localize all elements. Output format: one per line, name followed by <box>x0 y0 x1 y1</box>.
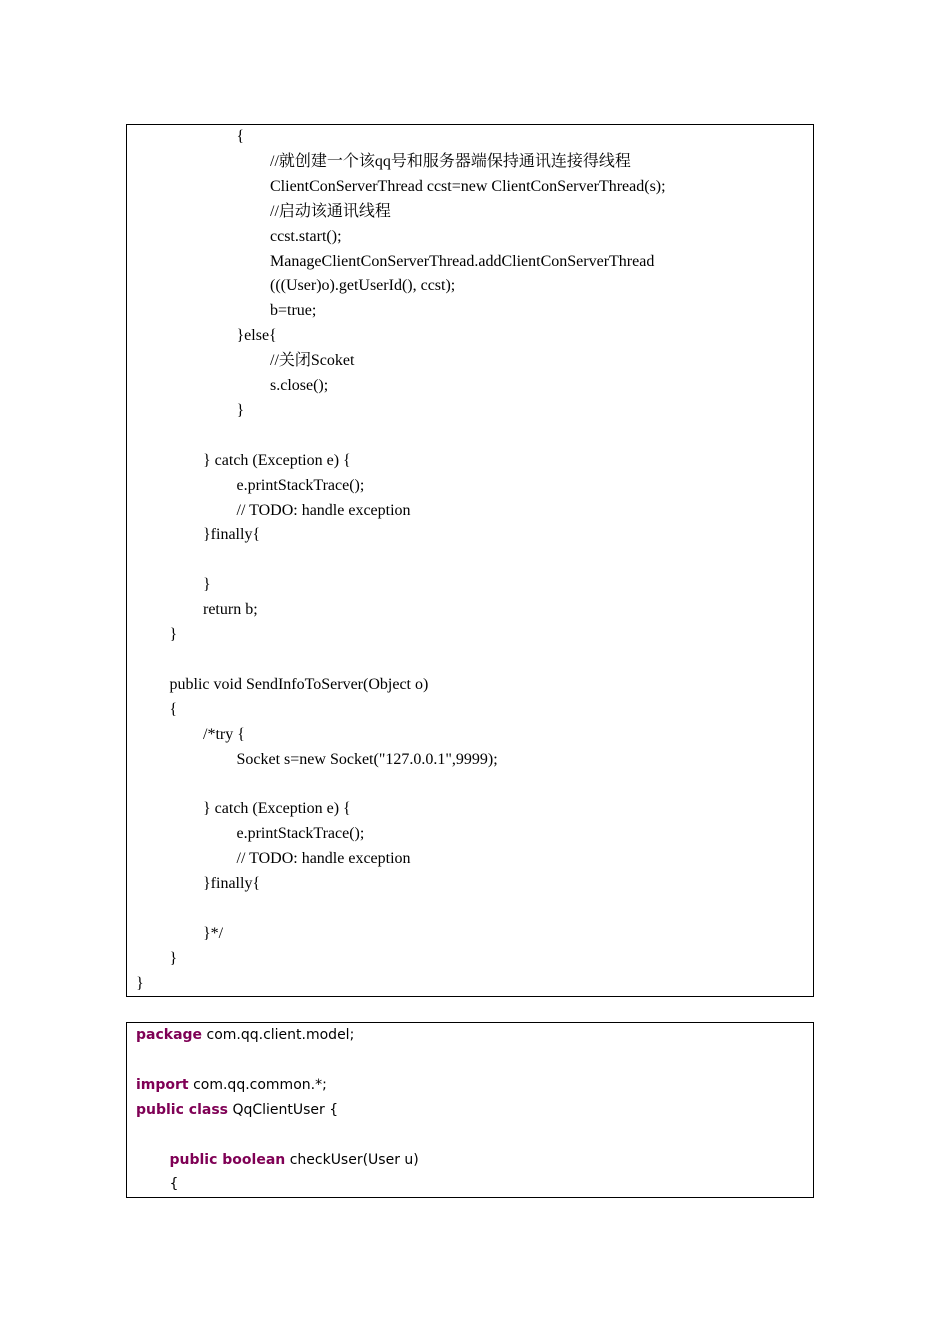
code-line: }finally{ <box>203 875 261 892</box>
code-line: } <box>169 949 178 967</box>
code-keyword: import <box>136 1076 189 1093</box>
code-line: e.printStackTrace(); <box>236 825 365 843</box>
code-line: { <box>236 128 245 145</box>
code-line: return b; <box>203 601 258 619</box>
code-line: //启动该通讯线程 <box>270 202 391 220</box>
code-line: /*try { <box>203 725 245 743</box>
code-text: com.qq.client.model; <box>202 1027 355 1043</box>
code-line: ManageClientConServerThread.addClientConServerThread <box>270 252 655 270</box>
code-text: checkUser(User u) <box>285 1151 419 1168</box>
code-text: QqClientUser { <box>228 1101 339 1118</box>
code-keyword: public boolean <box>169 1151 286 1168</box>
code-line: //关闭Scoket <box>270 352 355 370</box>
code-line: } <box>169 626 178 643</box>
code-block-1 <box>126 124 814 997</box>
code-line: } <box>203 576 211 594</box>
code-keyword: public class <box>136 1101 228 1118</box>
code-block-2 <box>126 1022 814 1198</box>
code-line: s.close(); <box>270 377 329 394</box>
code-line: ccst.start(); <box>270 227 342 245</box>
code-line: Socket s=new Socket("127.0.0.1",9999); <box>236 750 498 768</box>
code-keyword: package <box>136 1027 203 1043</box>
code-line: public void SendInfoToServer(Object o) <box>169 675 429 693</box>
code-line: //就创建一个该qq号和服务器端保持通讯连接得线程 <box>270 152 631 170</box>
code-line: (((User)o).getUserId(), ccst); <box>270 277 456 295</box>
code-line: // TODO: handle exception <box>236 501 411 519</box>
code-text: com.qq.common.*; <box>188 1076 327 1093</box>
code-line <box>170 1148 419 1173</box>
code-line <box>136 1023 354 1048</box>
code-line: b=true; <box>270 302 317 320</box>
code-line: }finally{ <box>203 526 261 544</box>
code-line <box>136 1098 338 1123</box>
code-line: } <box>136 974 144 992</box>
code-line: e.printStackTrace(); <box>236 476 365 494</box>
code-line <box>136 1073 327 1098</box>
code-line: ClientConServerThread ccst=new ClientConServerThread(s); <box>270 177 666 195</box>
code-line: // TODO: handle exception <box>236 850 411 868</box>
code-line <box>170 1172 179 1197</box>
code-line: } <box>236 401 245 419</box>
code-line: } catch (Exception e) { <box>203 451 351 469</box>
code-text: { <box>169 1176 179 1193</box>
code-line: }else{ <box>236 327 277 345</box>
code-line: { <box>169 700 178 718</box>
code-line: } catch (Exception e) { <box>203 800 351 818</box>
code-line: }*/ <box>203 924 224 942</box>
